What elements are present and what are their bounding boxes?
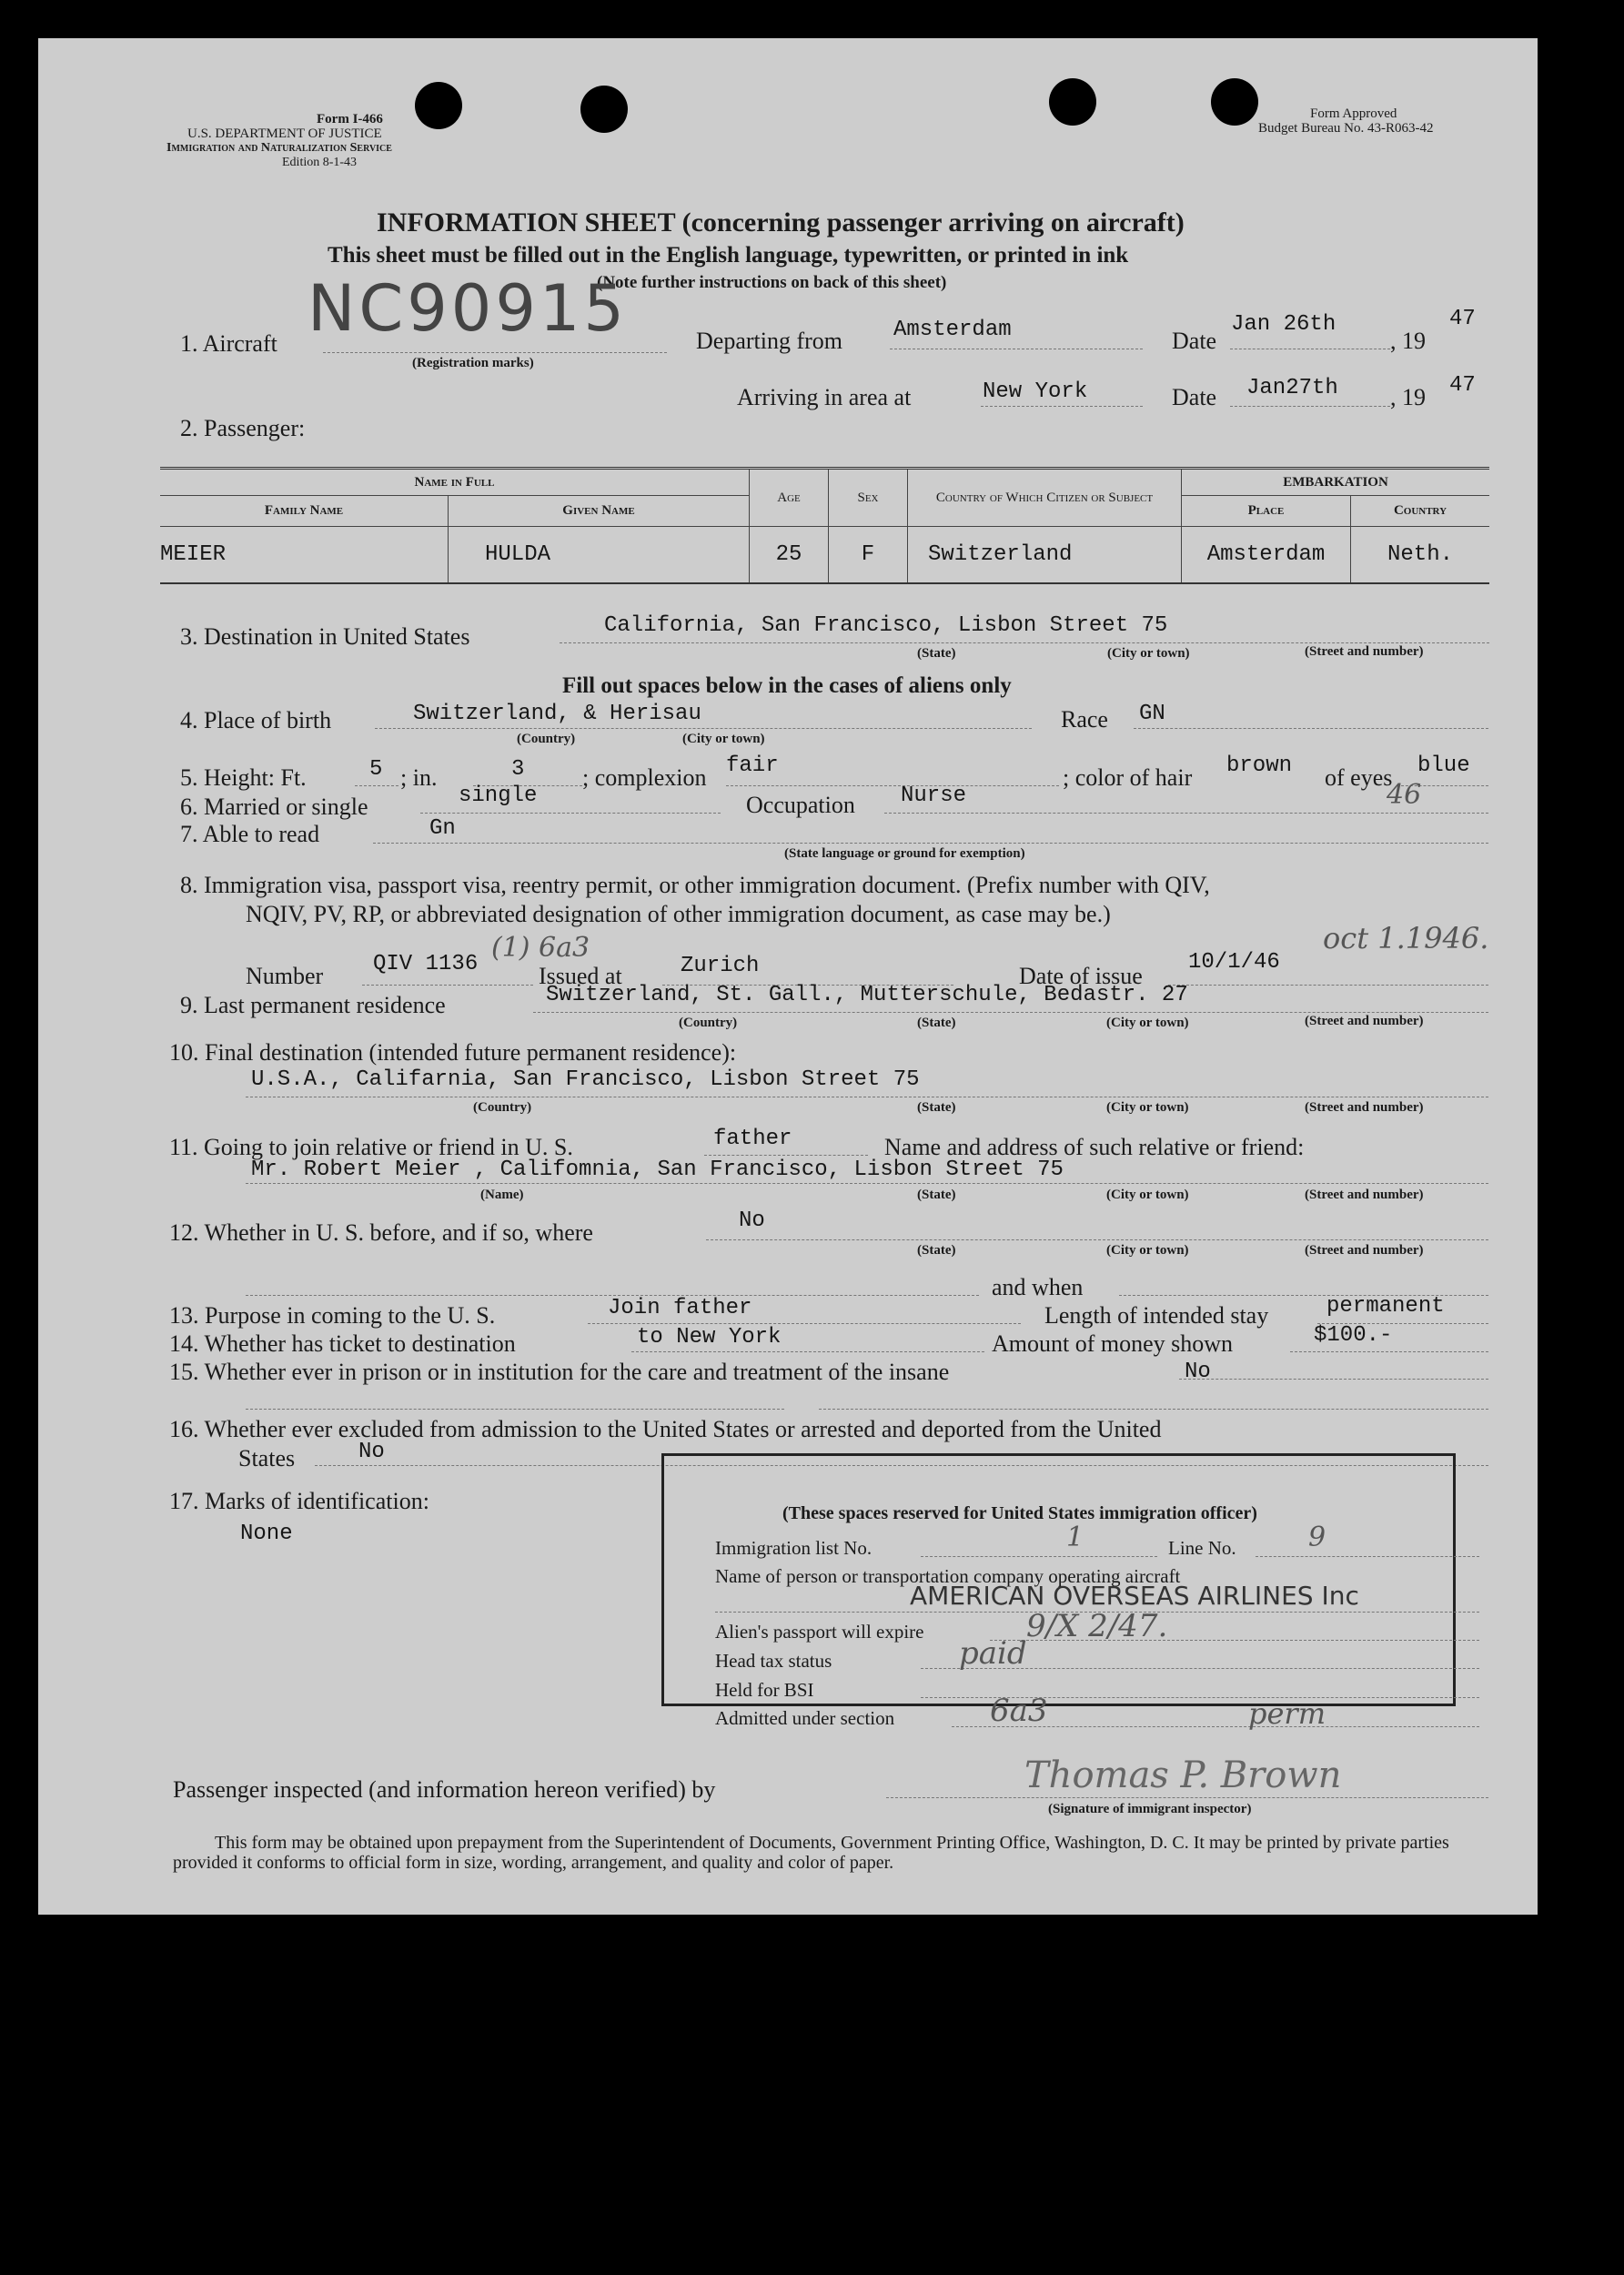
hair-value: brown [1226, 753, 1293, 778]
state-caption: (State) [917, 1243, 956, 1258]
money-value: $100.- [1314, 1323, 1393, 1348]
place-header: Place [1182, 496, 1351, 527]
punch-hole [415, 82, 462, 129]
relative-line [246, 1183, 1488, 1184]
edition: Edition 8-1-43 [282, 156, 358, 169]
excluded-line1: 16. Whether ever excluded from admission to the United States or arrested and deported from the United [169, 1416, 1162, 1442]
join-label: 11. Going to join relative or friend in U. S. [169, 1134, 573, 1160]
final-dest-label: 10. Final destination (intended future permanent residence): [169, 1039, 737, 1066]
residence-value: Switzerland, St. Gall., Mutterschule, Bedastr. 27 [546, 983, 1188, 1007]
prison-line-3 [819, 1409, 1488, 1410]
destination-line [560, 642, 1489, 643]
married-label: 6. Married or single [180, 794, 368, 820]
arr-date-label: Date [1172, 384, 1217, 410]
purpose-value: Join father [608, 1296, 752, 1320]
inspected-label: Passenger inspected (and information hereon verified) by [173, 1776, 716, 1803]
punch-hole [1211, 78, 1258, 126]
read-line [373, 843, 1488, 844]
aircraft-label: 1. Aircraft [180, 330, 277, 357]
residence-label: 9. Last permanent residence [180, 992, 446, 1018]
footer-text: This form may be obtained upon prepayment from the Superintendent of Documents, Government Printing Office, Washington, D. C. It may be printed by private parties provided it conforms to official form in size, wording, arrangement, and quality and color of paper. [173, 1833, 1449, 1873]
arr-year-value: 47 [1449, 373, 1476, 398]
ticket-line [631, 1351, 984, 1352]
signature-line [886, 1797, 1488, 1798]
place-cell: Amsterdam [1182, 527, 1351, 583]
arriving-label: Arriving in area at [737, 384, 912, 410]
sex-header: Sex [829, 469, 908, 527]
excluded-value: No [358, 1440, 385, 1464]
prison-label: 15. Whether ever in prison or in institution for the care and treatment of the insane [169, 1359, 950, 1385]
visa-line1: 8. Immigration visa, passport visa, reentry permit, or other immigration document. (Prefix number with QIV, [180, 872, 1210, 898]
form-note: (Note further instructions on back of this sheet) [597, 273, 947, 292]
expire-value: 9/X 2/47. [1026, 1608, 1168, 1644]
arriving-line [981, 406, 1143, 407]
list-no-label: Immigration list No. [715, 1537, 873, 1559]
line-no-value: 9 [1308, 1522, 1326, 1553]
prison-line-2 [246, 1409, 784, 1410]
money-line [1290, 1351, 1488, 1352]
purpose-line [588, 1323, 1021, 1324]
eyes-value: blue [1417, 753, 1470, 778]
height-ft-line [355, 785, 398, 786]
eyes-label: of eyes [1325, 764, 1393, 791]
purpose-label: 13. Purpose in coming to the U. S. [169, 1302, 496, 1329]
height-ft-value: 5 [369, 757, 383, 782]
complexion-line [726, 785, 1059, 786]
passenger-label: 2. Passenger: [180, 415, 306, 441]
officer-heading: (These spaces reserved for United States immigration officer) [782, 1503, 1257, 1523]
visa-number-value: QIV 1136 [373, 952, 479, 976]
married-line [420, 813, 721, 814]
form-number: Form I-466 [317, 112, 383, 126]
family-name-header: Family Name [264, 503, 344, 518]
race-value: GN [1139, 702, 1165, 726]
family-name-cell: MEIER [160, 541, 227, 567]
destination-value: California, San Francisco, Lisbon Street 75 [604, 613, 1168, 638]
dep-date-value: Jan 26th [1231, 312, 1337, 337]
before-line [706, 1239, 1488, 1240]
country-caption: (Country) [517, 732, 576, 746]
destination-label: 3. Destination in United States [180, 623, 470, 650]
operator-value: AMERICAN OVERSEAS AIRLINES Inc [910, 1581, 1359, 1611]
signature-caption: (Signature of immigrant inspector) [1048, 1802, 1252, 1816]
read-value: Gn [429, 816, 456, 841]
form-approved: Form Approved [1310, 106, 1397, 121]
name-caption: (Name) [480, 1188, 524, 1202]
expire-label: Alien's passport will expire [715, 1621, 924, 1643]
citizen-header: Country of Which Citizen or Subject [908, 469, 1182, 527]
country-caption: (Country) [679, 1016, 738, 1030]
state-caption: (State) [917, 646, 956, 661]
registration-stamp: NC90915 [308, 271, 628, 346]
tax-label: Head tax status [715, 1650, 832, 1672]
relation-line [704, 1155, 868, 1156]
city-caption: (City or town) [682, 732, 765, 746]
inspector-signature: Thomas P. Brown [1024, 1754, 1342, 1796]
occupation-label: Occupation [746, 792, 855, 818]
issue-date-label: Date of issue [1019, 963, 1143, 989]
marks-label: 17. Marks of identification: [169, 1488, 429, 1514]
sex-cell: F [829, 527, 908, 583]
occupation-value: Nurse [901, 784, 967, 808]
race-line [1134, 728, 1488, 729]
birthplace-line [375, 728, 1032, 729]
budget-bureau: Budget Bureau No. 43-R063-42 [1258, 121, 1434, 136]
section-note: perm [1248, 1696, 1326, 1731]
stay-value: permanent [1326, 1294, 1445, 1319]
list-no-value: 1 [1066, 1522, 1084, 1553]
age-header: Age [750, 469, 829, 527]
read-label: 7. Able to read [180, 821, 320, 847]
residence-line [533, 1012, 1488, 1013]
relation-value: father [713, 1127, 792, 1151]
country-caption: (Country) [473, 1100, 532, 1115]
birthplace-value: Switzerland, & Herisau [413, 702, 701, 726]
issue-date-line [1168, 985, 1488, 986]
race-label: Race [1061, 706, 1108, 733]
complexion-value: fair [726, 753, 779, 778]
age-cell: 25 [750, 527, 829, 583]
issue-date-note: oct 1.1946. [1323, 921, 1489, 956]
given-name-header: Given Name [449, 496, 750, 527]
city-caption: (City or town) [1106, 1100, 1189, 1115]
line-no-line [1256, 1556, 1479, 1557]
before-label: 12. Whether in U. S. before, and if so, where [169, 1219, 593, 1246]
citizen-cell: Switzerland [908, 527, 1182, 583]
street-caption: (Street and number) [1305, 1014, 1424, 1028]
form-subtitle: This sheet must be filled out in the English language, typewritten, or printed in ink [328, 243, 1129, 268]
tax-value: paid [959, 1635, 1027, 1672]
height-in-label: ; in. [400, 764, 438, 791]
aliens-only-heading: Fill out spaces below in the cases of aliens only [562, 673, 1012, 698]
lang-caption: (State language or ground for exemption) [784, 846, 1025, 861]
relative-address-label: Name and address of such relative or friend: [884, 1134, 1305, 1160]
height-in-value: 3 [511, 757, 525, 782]
prison-line [1179, 1379, 1488, 1380]
punch-hole [1049, 78, 1096, 126]
issued-value: Zurich [681, 954, 760, 978]
department: U.S. DEPARTMENT OF JUSTICE [187, 126, 382, 141]
issue-date-value: 10/1/46 [1188, 950, 1280, 975]
emb-country-cell: Neth. [1351, 527, 1490, 583]
service: Immigration and Naturalization Service [166, 141, 392, 155]
visa-line2: NQIV, PV, RP, or abbreviated designation of other immigration document, as case may be.) [246, 901, 1111, 927]
embarkation-header: EMBARKATION [1182, 469, 1490, 496]
state-caption: (State) [917, 1100, 956, 1115]
city-caption: (City or town) [1106, 1016, 1189, 1030]
country-header: Country [1351, 496, 1490, 527]
arr-date-line [1230, 406, 1390, 407]
state-caption: (State) [917, 1016, 956, 1030]
birthplace-label: 4. Place of birth [180, 707, 332, 733]
operator-label: Name of person or transportation company operating aircraft [715, 1565, 1181, 1587]
arriving-value: New York [983, 379, 1088, 404]
passenger-table [160, 467, 1489, 584]
city-caption: (City or town) [1106, 1243, 1189, 1258]
departing-label: Departing from [696, 328, 843, 354]
complexion-label: ; complexion [582, 764, 707, 791]
dep-year-value: 47 [1449, 307, 1476, 331]
line-no-label: Line No. [1168, 1537, 1236, 1559]
marks-value: None [240, 1522, 293, 1546]
visa-number-label: Number [246, 963, 324, 989]
final-dest-value: U.S.A., Califarnia, San Francisco, Lisbon Street 75 [251, 1067, 920, 1092]
section-label: Admitted under section [715, 1707, 895, 1729]
excluded-line2: States [238, 1445, 296, 1471]
punch-hole [580, 86, 628, 133]
street-caption: (Street and number) [1305, 1100, 1424, 1115]
height-label: 5. Height: Ft. [180, 764, 307, 791]
street-caption: (Street and number) [1305, 1188, 1424, 1202]
form-title: INFORMATION SHEET (concerning passenger arriving on aircraft) [377, 207, 1185, 238]
visa-number-line [362, 985, 533, 986]
name-in-full-header: Name in Full [160, 469, 750, 496]
bsi-label: Held for BSI [715, 1679, 814, 1701]
visa-number-note: (1) 6a3 [491, 932, 590, 964]
ticket-label: 14. Whether has ticket to destination [169, 1330, 516, 1357]
before-value: No [739, 1208, 765, 1233]
money-label: Amount of money shown [992, 1330, 1234, 1357]
stay-label: Length of intended stay [1044, 1302, 1269, 1329]
prison-value: No [1185, 1360, 1211, 1384]
departing-value: Amsterdam [893, 318, 1012, 342]
given-name-cell: HULDA [449, 527, 750, 583]
hair-label: ; color of hair [1063, 764, 1193, 791]
dep-date-label: Date [1172, 328, 1217, 354]
arr-year-prefix: , 19 [1390, 384, 1426, 410]
occupation-line [884, 813, 1488, 814]
married-value: single [459, 784, 538, 808]
when-label: and when [992, 1274, 1084, 1300]
list-no-line [921, 1556, 1157, 1557]
street-caption: (Street and number) [1305, 644, 1424, 659]
city-caption: (City or town) [1106, 1188, 1189, 1202]
arr-date-value: Jan27th [1246, 376, 1338, 400]
street-caption: (Street and number) [1305, 1243, 1424, 1258]
section-value: 6a3 [990, 1693, 1048, 1729]
city-caption: (City or town) [1107, 646, 1190, 661]
issued-label: Issued at [539, 963, 622, 989]
state-caption: (State) [917, 1188, 956, 1202]
registration-caption: (Registration marks) [412, 356, 534, 370]
eyes-note: 46 [1387, 779, 1422, 811]
ticket-value: to New York [637, 1325, 782, 1350]
aircraft-line [323, 352, 667, 353]
dep-year-prefix: , 19 [1390, 328, 1426, 354]
relative-value: Mr. Robert Meier , Califomnia, San Francisco, Lisbon Street 75 [251, 1158, 1064, 1182]
